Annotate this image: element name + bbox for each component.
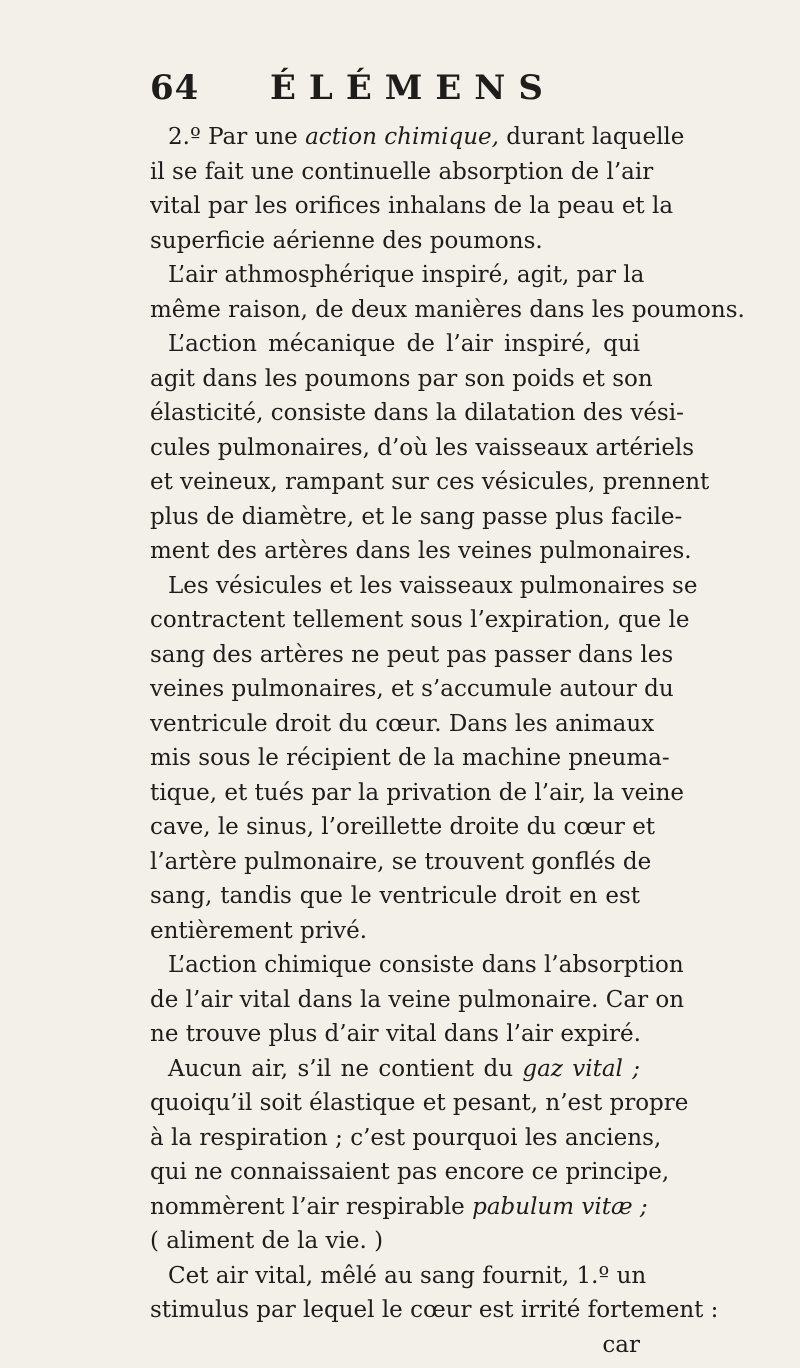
text-line: nommèrent l’air respirable pabulum vitæ ; xyxy=(150,1193,648,1220)
text-line: sang, tandis que le ventricule droit en est xyxy=(150,883,640,909)
text-line: à la respiration ; c’est pourquoi les anciens, xyxy=(150,1124,662,1151)
text-line: stimulus par lequel le cœur est irrité fortement : xyxy=(150,1297,719,1323)
body-text xyxy=(150,120,745,1362)
text-line: qui ne connaissaient pas encore ce principe, xyxy=(150,1159,670,1185)
text-line: tique, et tués par la privation de l’air, la veine xyxy=(150,779,685,806)
text-line: 2.º Par une action chimique, durant laquelle xyxy=(168,124,685,150)
text-line: de l’air vital dans la veine pulmonaire. Car on xyxy=(150,986,685,1013)
page-number: 64 xyxy=(150,68,200,108)
running-title: ÉLÉMENS xyxy=(270,68,556,108)
text-line: veines pulmonaires, et s’accumule autour du xyxy=(150,676,674,702)
text-line: entièrement privé. xyxy=(150,917,368,944)
text-line: il se fait une continuelle absorption de l’air xyxy=(150,158,654,185)
text-line: L’air athmosphérique inspiré, agit, par la xyxy=(168,262,645,288)
text-line: agit dans les poumons par son poids et son xyxy=(150,365,653,392)
text-line: plus de diamètre, et le sang passe plus facile- xyxy=(150,503,683,530)
text-line: même raison, de deux manières dans les poumons. xyxy=(150,296,745,323)
text-line: L’action mécanique de l’air inspiré, qui xyxy=(168,331,640,357)
text-line: élasticité, consiste dans la dilatation des vési- xyxy=(150,400,684,426)
text-line: L’action chimique consiste dans l’absorption xyxy=(168,952,684,978)
text-line: Les vésicules et les vaisseaux pulmonaires se xyxy=(168,572,698,599)
text-line: Cet air vital, mêlé au sang fournit, 1.º un xyxy=(168,1262,647,1289)
text-line: quoiqu’il soit élastique et pesant, n’est propre xyxy=(150,1090,689,1116)
text-line: l’artère pulmonaire, se trouvent gonflés de xyxy=(150,848,652,875)
text-line: ne trouve plus d’air vital dans l’air expiré. xyxy=(150,1021,641,1047)
text-line: contractent tellement sous l’expiration, que le xyxy=(150,607,690,633)
text-line: ( aliment de la vie. ) xyxy=(150,1228,384,1254)
text-line: cules pulmonaires, d’où les vaisseaux artériels xyxy=(150,434,695,461)
text-line: ment des artères dans les veines pulmonaires. xyxy=(150,538,692,564)
text-line: superficie aérienne des poumons. xyxy=(150,227,543,254)
text-line: et veineux, rampant sur ces vésicules, prennent xyxy=(150,469,710,495)
text-line: vital par les orifices inhalans de la peau et la xyxy=(150,193,674,219)
text-line: ventricule droit du cœur. Dans les animaux xyxy=(150,710,655,737)
text-line: Aucun air, s’il ne contient du gaz vital ; xyxy=(168,1055,640,1082)
text-line: cave, le sinus, l’oreillette droite du cœur et xyxy=(150,814,656,840)
text-line: mis sous le récipient de la machine pneuma- xyxy=(150,745,670,771)
page-header xyxy=(150,68,640,108)
text-line: sang des artères ne peut pas passer dans les xyxy=(150,641,674,668)
text-line: car xyxy=(602,1331,640,1358)
